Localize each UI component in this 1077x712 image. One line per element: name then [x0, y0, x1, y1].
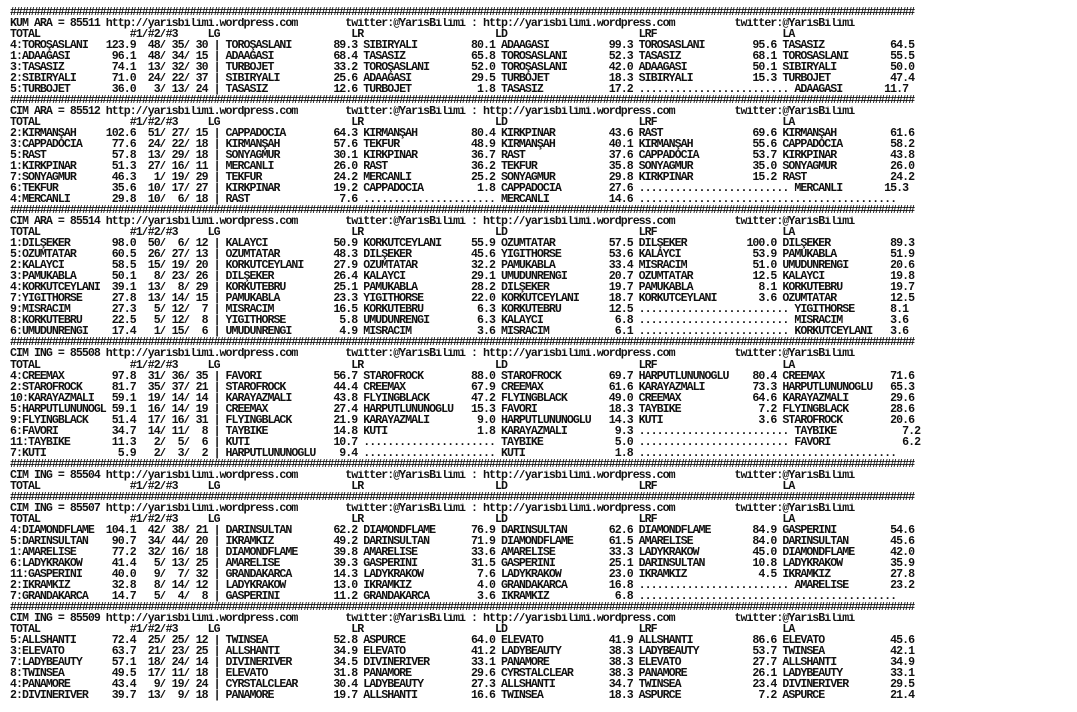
horse-stats-row: 5:HARPUTLUNUNOĞL 59.1 16/ 14/ 19 | CREEMAX 27.4 HARPUTLUNUNOĞLU 15.3 FAVORİ 18.3 TAYBİKE 7.2 FLYINGBLACK 28.6: [10, 403, 915, 415]
race-header-line: CIM ING = 85509 http://yarisbilimi.wordpress.com twitter:@YarisBilimi : http://yarisbilimi.wordpress.com twitter:@YarisBilimi: [10, 612, 855, 624]
horse-stats-row: 6:UMUDUNRENGİ 17.4 1/ 15/ 6 | UMUDUNRENGİ 4.9 MISRACIM 3.6 MISRACIM 6.1 ......................... KORKUTCEYLANI 3.6: [10, 326, 909, 338]
horse-stats-row: 11:GASPERINI 40.0 9/ 7/ 32 | GRANDAKARCA 14.3 LADYKRAKOW 7.6 LADYKRAKOW 23.0 İKRAMKIZ 4.5 İKRAMKIZ 27.8: [10, 568, 915, 580]
race-header-line: CIM ARA = 85514 http://yarisbilimi.wordpress.com twitter:@YarisBilimi : http://yarisbilimi.wordpress.com twitter:@YarisBilimi: [10, 216, 855, 228]
horse-stats-row: 4:PANAMORE 43.4 9/ 19/ 24 | CYRSTALCLEAR 30.4 LADYBEAUTY 27.3 ALLSHANTI 34.7 TWINSEA 23.4 DIVINERIVER 29.5: [10, 678, 915, 690]
separator-line: #######################################################################################################################################################: [10, 491, 915, 503]
column-header-line: TOTAL #1/#2/#3 LG LR LD LRF LA: [10, 480, 795, 492]
horse-stats-row: 2:KALAYCI 58.5 15/ 19/ 20 | KORKUTCEYLANI 27.9 ÖZÜMTATAR 32.2 PAMUKABLA 33.4 MISRACIM 51.0 UMUDUNRENGİ 20.6: [10, 260, 915, 272]
race-header-line: CIM ING = 85504 http://yarisbilimi.wordpress.com twitter:@YarisBilimi : http://yarisbilimi.wordpress.com twitter:@YarisBilimi: [10, 469, 855, 481]
horse-stats-row: 6:FAVORİ 34.7 14/ 11/ 8 | TAYBİKE 14.8 KUTİ 1.8 KARAYAZMALI 9.3 ......................... TAYBİKE 7.2: [10, 425, 921, 437]
horse-stats-row: 2:DIVINERIVER 39.7 13/ 9/ 18 | PANAMORE 19.7 ALLSHANTI 16.6 TWINSEA 18.3 ASPURCE 7.2 ASPURCE 21.4: [10, 689, 915, 701]
horse-stats-row: 4:MERCANLI 29.8 10/ 6/ 18 | RAST 7.6 ...................... MERCANLI 14.6 ...........................................: [10, 194, 897, 206]
horse-stats-row: 1:ADAAĞASI 96.1 48/ 34/ 15 | ADAAĞASI 68.4 TASASIZ 65.8 TOROSASLANI 52.3 TASASIZ 68.1 TOROSASLANI 55.5: [10, 51, 915, 63]
race-header-line: CIM ARA = 85512 http://yarisbilimi.wordpress.com twitter:@YarisBilimi : http://yarisbilimi.wordpress.com twitter:@YarisBilimi: [10, 106, 855, 118]
horse-stats-row: 5:ALLSHANTI 72.4 25/ 25/ 12 | TWINSEA 52.8 ASPURCE 64.0 ELEVATO 41.9 ALLSHANTI 86.6 ELEVATO 45.6: [10, 634, 915, 646]
horse-stats-row: 7:GRANDAKARCA 14.7 5/ 4/ 8 | GASPERINI 11.2 GRANDAKARCA 3.6 İKRAMKIZ 6.8 ...........................................: [10, 590, 897, 602]
horse-stats-row: 7:SONYAĞMUR 46.3 1/ 19/ 29 | TEKFUR 24.2 MERCANLI 25.2 SONYAĞMUR 29.8 KIRKPINAR 15.2 RAST 24.2: [10, 172, 915, 184]
horse-stats-row: 3:CAPPADOCIA 77.6 24/ 22/ 18 | KIRMANŞAH 57.6 TEKFUR 48.9 KIRMANŞAH 40.1 KIRMANŞAH 55.6 CAPPADOCIA 58.2: [10, 139, 915, 151]
horse-stats-row: 2:KIRMANŞAH 102.6 51/ 27/ 15 | CAPPADOCIA 64.3 KIRMANŞAH 80.4 KIRKPINAR 43.6 RAST 69.6 KIRMANŞAH 61.6: [10, 128, 915, 140]
race-header-line: CIM ING = 85507 http://yarisbilimi.wordpress.com twitter:@YarisBilimi : http://yarisbilimi.wordpress.com twitter:@YarisBilimi: [10, 502, 855, 514]
horse-stats-row: 9:FLYINGBLACK 51.4 17/ 16/ 31 | FLYINGBLACK 21.9 KARAYAZMALI 9.0 HARPUTLUNUNOĞLU 14.3 KUTİ 3.6 STAROFROCK 20.6: [10, 414, 915, 426]
horse-stats-row: 2:STAROFROCK 81.7 35/ 37/ 21 | STAROFROCK 44.4 CREEMAX 67.9 CREEMAX 61.6 KARAYAZMALI 73.3 HARPUTLUNUNOĞLU 65.3: [10, 381, 915, 393]
horse-stats-row: 6:TEKFUR 35.6 10/ 17/ 27 | KIRKPINAR 19.2 CAPPADOCIA 1.8 CAPPADOCIA 27.6 ......................... MERCANLI 15.3: [10, 183, 909, 195]
separator-line: #######################################################################################################################################################: [10, 601, 915, 613]
horse-stats-row: 3:TASASIZ 74.1 13/ 32/ 30 | TURBOJET 33.2 TOROŞASLANI 52.0 TOROŞASLANI 42.0 ADAAĞASI 50.1 SİBİRYALI 50.0: [10, 62, 915, 74]
horse-stats-row: 2:İKRAMKIZ 32.8 8/ 14/ 12 | LADYKRAKOW 13.0 İKRAMKIZ 4.0 GRANDAKARCA 16.8 ......................... AMARELISE 23.2: [10, 579, 915, 591]
horse-stats-row: 3:PAMUKABLA 50.1 8/ 23/ 26 | DİLŞEKER 26.4 KALAYCI 29.1 UMUDUNRENGİ 20.7 ÖZÜMTATAR 12.5 KALAYCI 19.8: [10, 271, 915, 283]
horse-stats-row: 4:KORKUTCEYLANI 39.1 13/ 8/ 29 | KORKUTEBRU 25.1 PAMUKABLA 28.2 DİLŞEKER 19.7 PAMUKABLA 8.1 KORKUTEBRU 19.7: [10, 282, 915, 294]
horse-stats-row: 1:DİLŞEKER 98.0 50/ 6/ 12 | KALAYCI 50.9 KORKUTCEYLANI 55.9 ÖZÜMTATAR 57.5 DİLŞEKER 100.0 DİLŞEKER 89.3: [10, 238, 915, 250]
column-header-line: TOTAL #1/#2/#3 LG LR LD LRF LA: [10, 359, 795, 371]
horse-stats-row: 8:KORKUTEBRU 22.5 5/ 12/ 8 | YİĞİTHORSE 5.8 UMUDUNRENGİ 6.3 KALAYCI 6.8 ......................... MISRACIM 3.6: [10, 315, 909, 327]
horse-stats-row: 2:SİBİRYALI 71.0 24/ 22/ 37 | SİBİRYALI 25.6 ADAAĞASI 29.5 TURBOJET 18.3 SİBİRYALI 15.3 TURBOJET 47.4: [10, 73, 915, 85]
horse-stats-row: 3:ELEVATO 63.7 21/ 23/ 25 | ALLSHANTI 34.9 ELEVATO 41.2 LADYBEAUTY 38.3 LADYBEAUTY 53.7 TWINSEA 42.1: [10, 645, 915, 657]
race-header-line: CIM ING = 85508 http://yarisbilimi.wordpress.com twitter:@YarisBilimi : http://yarisbilimi.wordpress.com twitter:@YarisBilimi: [10, 348, 855, 360]
race-header-line: KUM ARA = 85511 http://yarisbilimi.wordpress.com twitter:@YarisBilimi : http://yarisbilimi.wordpress.com twitter:@YarisBilimi: [10, 18, 855, 30]
column-header-line: TOTAL #1/#2/#3 LG LR LD LRF LA: [10, 227, 795, 239]
separator-line: #######################################################################################################################################################: [10, 458, 915, 470]
horse-stats-row: 5:DARİNSULTAN 90.7 34/ 44/ 20 | İKRAMKIZ 49.2 DARİNSULTAN 71.9 DIAMONDFLAME 61.5 AMARELISE 84.0 DARİNSULTAN 45.6: [10, 535, 915, 547]
race-stats-document: [10, 7, 1077, 712]
horse-stats-row: 1:AMARELISE 77.2 32/ 16/ 18 | DIAMONDFLAME 39.8 AMARELISE 33.6 AMARELISE 33.3 LADYKRAKOW 45.0 DIAMONDFLAME 42.0: [10, 546, 915, 558]
horse-stats-row: 4:TOROŞASLANI 123.9 48/ 35/ 30 | TOROŞASLANI 89.3 SİBİRYALI 80.1 ADAAĞASI 99.3 TOROSASLANI 95.6 TASASIZ 64.5: [10, 40, 915, 52]
horse-stats-row: 7:LADYBEAUTY 57.1 18/ 24/ 14 | DIVINERIVER 34.5 DIVINERIVER 33.1 PANAMORE 38.3 ELEVATO 27.7 ALLSHANTI 34.9: [10, 656, 915, 668]
separator-line: #######################################################################################################################################################: [10, 7, 915, 19]
horse-stats-row: 10:KARAYAZMALI 59.1 19/ 14/ 14 | KARAYAZMALI 43.8 FLYINGBLACK 47.2 FLYINGBLACK 49.0 CREEMAX 64.6 KARAYAZMALI 29.6: [10, 392, 915, 404]
horse-stats-row: 4:CREEMAX 97.8 31/ 36/ 35 | FAVORİ 56.7 STAROFROCK 88.0 STAROFROCK 69.7 HARPUTLUNUNOĞLU 80.4 CREEMAX 71.6: [10, 370, 915, 382]
horse-stats-row: 5:TURBOJET 36.0 3/ 13/ 24 | TASASIZ 12.6 TURBOJET 1.8 TASASIZ 17.2 ......................... ADAAĞASI 11.7: [10, 84, 909, 96]
horse-stats-row: 8:TWINSEA 49.5 17/ 11/ 18 | ELEVATO 31.8 PANAMORE 29.6 CYRSTALCLEAR 38.3 PANAMORE 26.1 LADYBEAUTY 33.1: [10, 667, 915, 679]
horse-stats-row: 7:YİĞİTHORSE 27.8 13/ 14/ 15 | PAMUKABLA 23.3 YİĞİTHORSE 22.0 KORKUTCEYLANI 18.7 KORKUTCEYLANI 3.6 ÖZÜMTATAR 12.5: [10, 293, 915, 305]
horse-stats-row: 5:RAST 57.8 13/ 29/ 18 | SONYAĞMUR 30.1 KIRKPINAR 36.7 RAST 37.6 CAPPADOCIA 53.7 KIRKPINAR 43.8: [10, 150, 915, 162]
horse-stats-row: 7:KUTİ 5.9 2/ 3/ 2 | HARPUTLUNUNOĞLU 9.4 ...................... KUTİ 1.8 ...........................................: [10, 447, 897, 459]
column-header-line: TOTAL #1/#2/#3 LG LR LD LRF LA: [10, 29, 795, 41]
separator-line: #######################################################################################################################################################: [10, 337, 915, 349]
separator-line: #######################################################################################################################################################: [10, 95, 915, 107]
column-header-line: TOTAL #1/#2/#3 LG LR LD LRF LA: [10, 117, 795, 129]
column-header-line: TOTAL #1/#2/#3 LG LR LD LRF LA: [10, 623, 795, 635]
horse-stats-row: 5:ÖZÜMTATAR 60.5 26/ 27/ 13 | ÖZÜMTATAR 48.3 DİLŞEKER 45.6 YİĞİTHORSE 53.6 KALAYCI 53.9 PAMUKABLA 51.9: [10, 249, 915, 261]
column-header-line: TOTAL #1/#2/#3 LG LR LD LRF LA: [10, 513, 795, 525]
horse-stats-row: 4:DIAMONDFLAME 104.1 42/ 38/ 21 | DARİNSULTAN 62.2 DIAMONDFLAME 76.9 DARİNSULTAN 62.6 DIAMONDFLAME 84.9 GASPERINI 54.6: [10, 524, 915, 536]
horse-stats-row: 9:MISRACIM 27.3 5/ 12/ 7 | MISRACIM 16.5 KORKUTEBRU 6.3 KORKUTEBRU 12.5 ......................... YİĞİTHORSE 8.1: [10, 304, 909, 316]
horse-stats-row: 1:KIRKPINAR 51.3 27/ 16/ 11 | MERCANLI 26.0 RAST 36.2 TEKFUR 35.8 SONYAĞMUR 35.0 SONYAĞMUR 26.0: [10, 161, 915, 173]
horse-stats-row: 11:TAYBİKE 11.3 2/ 5/ 6 | KUTİ 10.7 ...................... TAYBİKE 5.0 ......................... FAVORİ 6.2: [10, 436, 921, 448]
horse-stats-row: 6:LADYKRAKOW 41.4 5/ 13/ 25 | AMARELISE 39.3 GASPERINI 31.5 GASPERINI 25.1 DARİNSULTAN 10.8 LADYKRAKOW 35.9: [10, 557, 915, 569]
separator-line: #######################################################################################################################################################: [10, 205, 915, 217]
